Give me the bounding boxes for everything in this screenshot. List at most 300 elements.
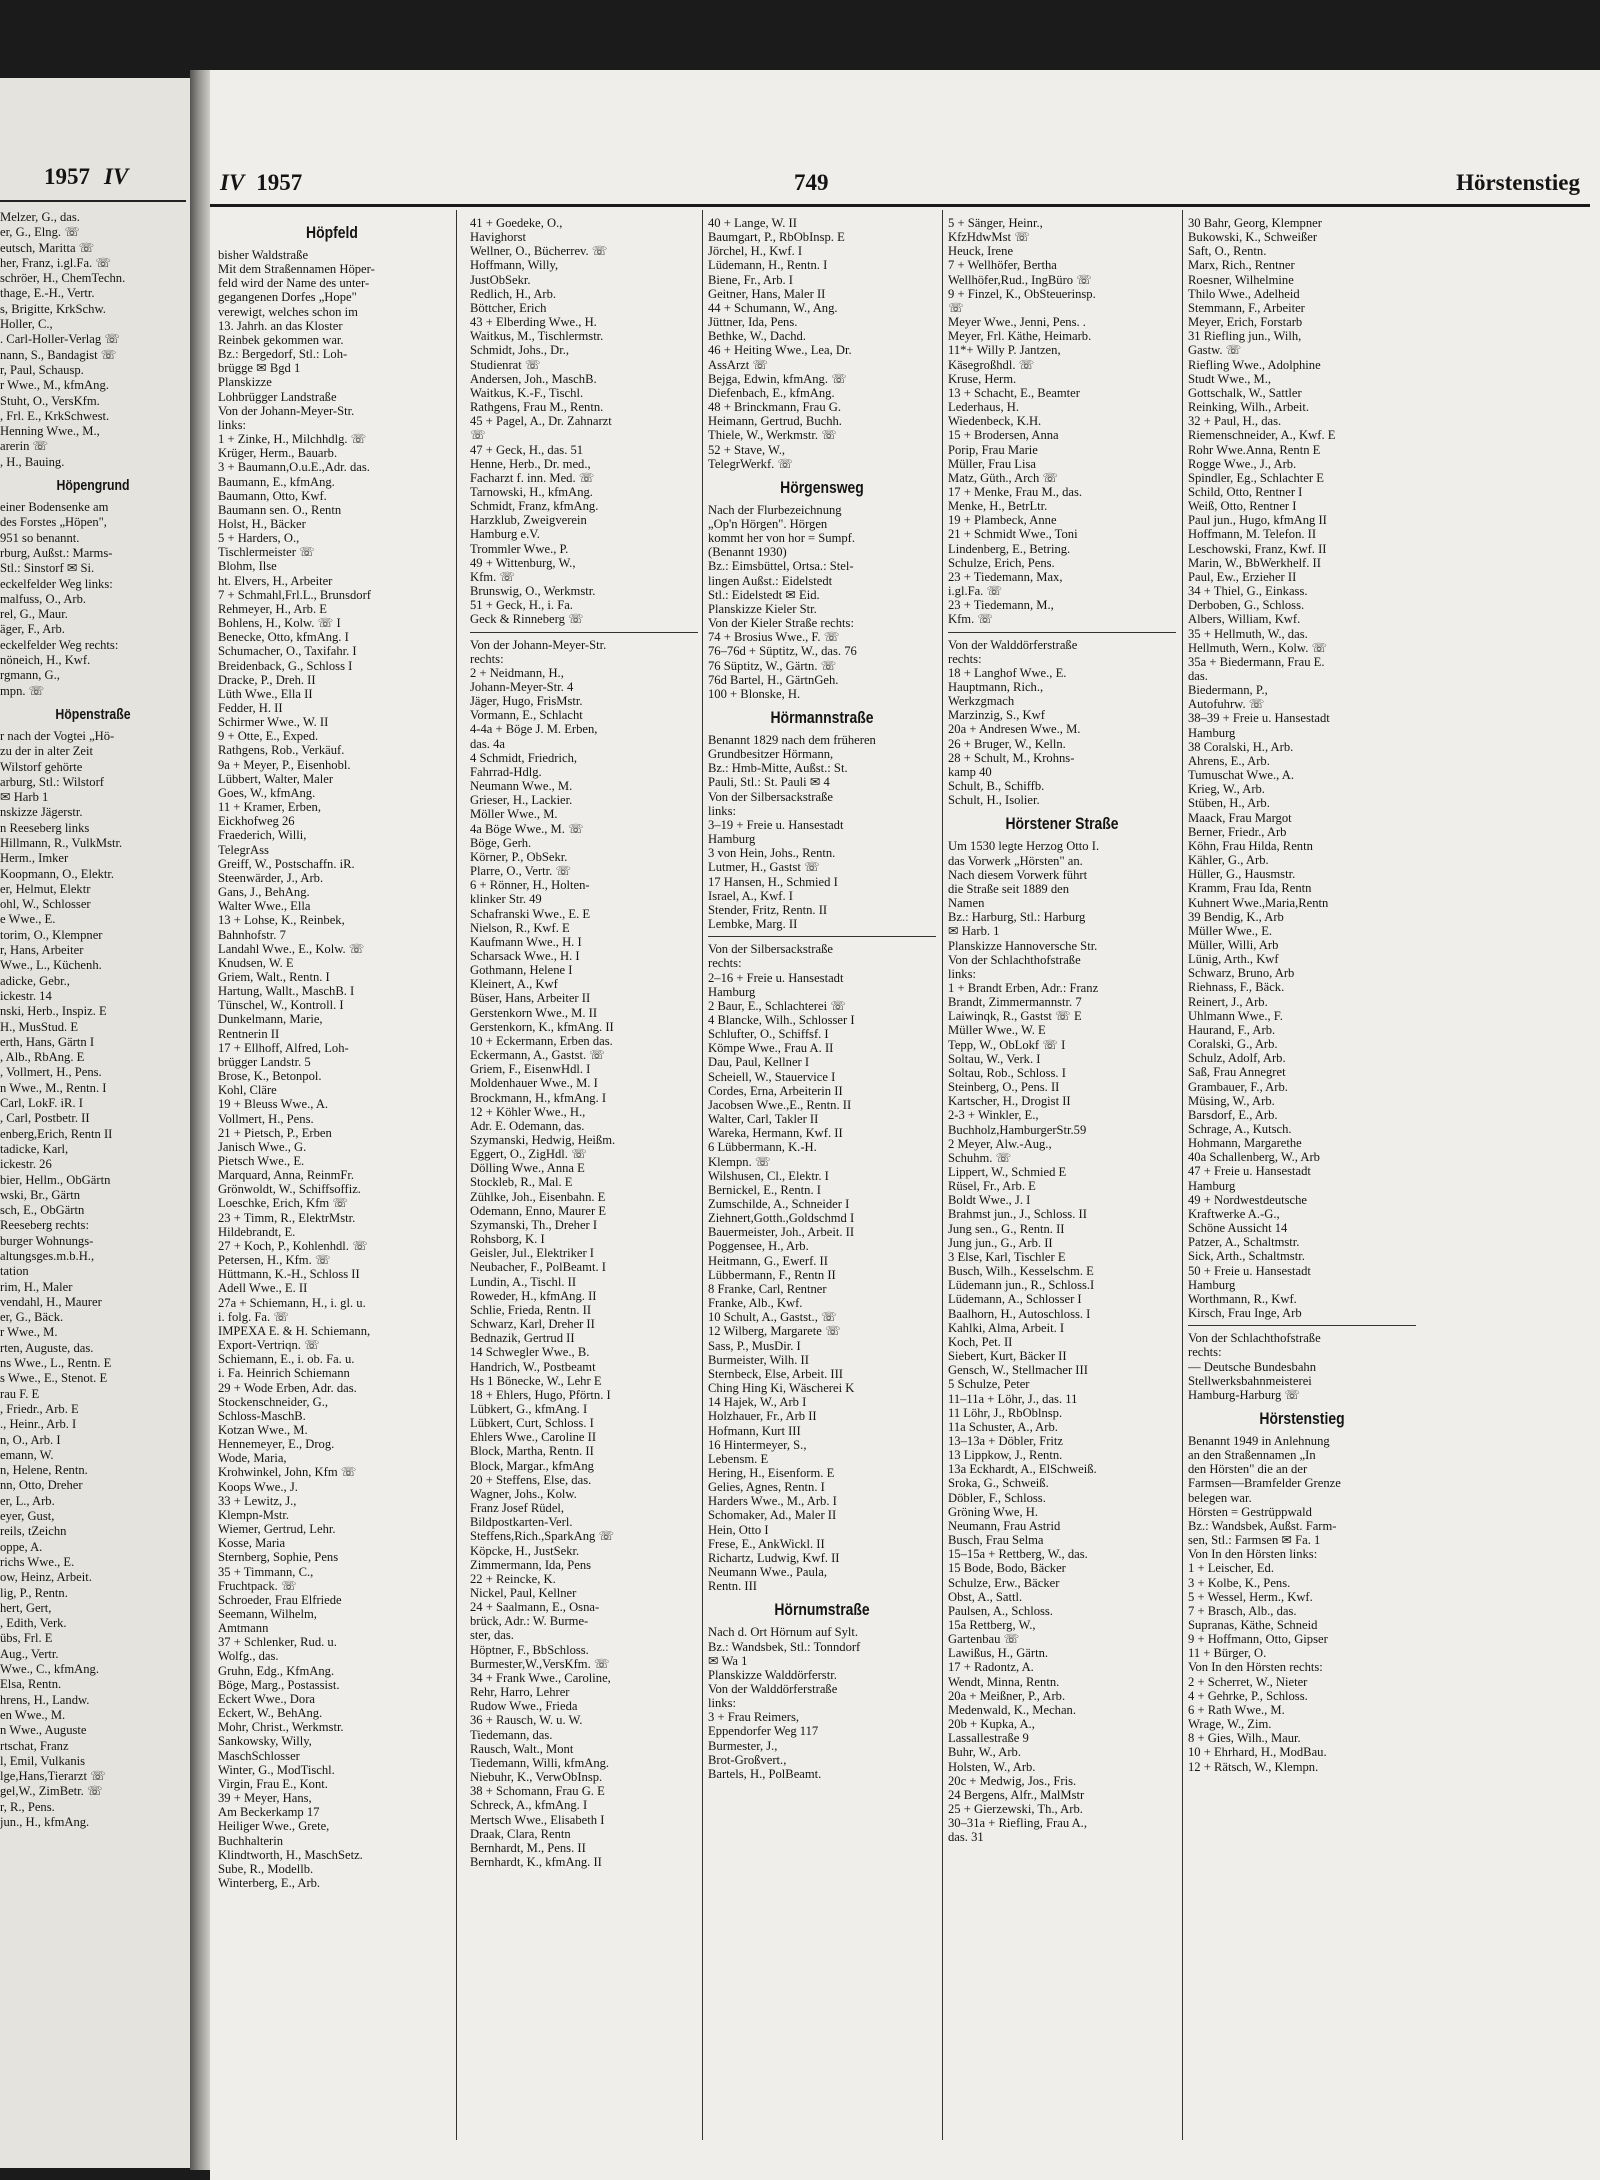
directory-entry: Kirsch, Frau Inge, Arb (1188, 1306, 1302, 1321)
directory-entry: das. (1188, 669, 1208, 683)
directory-entry: lig, P., Rentn. (0, 1585, 68, 1600)
directory-entry: Bernhardt, K., kfmAng. II (470, 1854, 602, 1869)
directory-entry: 28 + Schult, M., Krohns- (948, 750, 1075, 765)
directory-entry: 49 + Wittenburg, W., (470, 555, 576, 570)
directory-entry: Stemmann, F., Arbeiter (1188, 300, 1305, 315)
directory-entry: 9 + Finzel, K., ObSteuerinsp. (948, 286, 1096, 301)
directory-entry: 20a + Meißner, P., Arb. (948, 1688, 1066, 1703)
directory-entry: Krieg, W., Arb. (1188, 782, 1265, 797)
directory-entry: 4 Schmidt, Friedrich, (470, 750, 578, 765)
directory-entry: Baumann, E., kfmAng. (218, 474, 335, 489)
directory-entry: Lawißus, H., Gärtn. (948, 1646, 1049, 1661)
directory-entry: Hamburg (1188, 725, 1236, 740)
directory-entry: Zumschilde, A., Schneider I (708, 1197, 850, 1211)
directory-entry: . Carl-Holler-Verlag ☏ (0, 332, 121, 347)
directory-entry: 6 + Rönner, H., Holten- (470, 878, 590, 893)
directory-entry: Mertsch Wwe., Elisabeth I (470, 1812, 605, 1827)
directory-entry: 19 + Bleuss Wwe., A. (218, 1097, 329, 1112)
directory-entry: 30 Bahr, Georg, Klempner (1188, 216, 1322, 230)
directory-entry: Buchhalterin (218, 1833, 284, 1848)
directory-entry: Lübkert, G., kfmAng. I (470, 1401, 588, 1416)
directory-entry: Janisch Wwe., G. (218, 1139, 307, 1154)
directory-entry: Scheiell, W., Stauervice I (708, 1069, 836, 1084)
directory-entry: Rausch, Walt., Mont (470, 1741, 574, 1756)
directory-entry: Facharzt f. inn. Med. ☏ (470, 470, 595, 485)
directory-entry: Adell Wwe., E. II (218, 1281, 308, 1296)
directory-entry: 23 + Tiedemann, M., (948, 598, 1054, 613)
directory-entry: Koch, Pet. II (948, 1334, 1013, 1349)
left-page-year: 1957 (44, 164, 90, 189)
directory-entry: einer Bodensenke am (0, 500, 109, 515)
directory-entry: eyer, Gust, (0, 1509, 55, 1524)
directory-entry: Lebensm. E (708, 1451, 769, 1466)
directory-entry: Johann-Meyer-Str. 4 (470, 680, 574, 694)
directory-entry: Wellhöfer,Rud., IngBüro ☏ (948, 272, 1092, 287)
directory-entry: 9 + Hoffmann, Otto, Gipser (1188, 1632, 1328, 1647)
directory-entry: i.gl.Fa. ☏ (948, 584, 1003, 599)
directory-entry: Studt Wwe., M., (1188, 371, 1272, 386)
directory-entry: Krüger, Herm., Bauarb. (218, 446, 338, 461)
directory-entry: Hamburg-Harburg ☏ (1188, 1387, 1301, 1402)
directory-entry: Soltau, Rob., Schloss. I (948, 1065, 1066, 1080)
left-header-rule (0, 200, 186, 202)
directory-entry: Lüdemann jun., R., Schloss.I (948, 1278, 1095, 1293)
directory-entry: 12 + Köhler Wwe., H., (470, 1104, 586, 1119)
directory-entry: Kfm. ☏ (470, 569, 516, 584)
directory-entry: Schult, H., Isolier. (948, 793, 1040, 808)
directory-entry: 3 + Kolbe, K., Pens. (1188, 1575, 1291, 1590)
directory-entry: Heiliger Wwe., Grete, (218, 1819, 330, 1834)
directory-entry: Lüth Wwe., Ella II (218, 686, 313, 701)
directory-entry: Breidenback, G., Schloss I (218, 658, 353, 673)
directory-entry: Rogge Wwe., J., Arb. (1188, 456, 1297, 471)
directory-entry: Benecke, Otto, kfmAng. I (218, 630, 349, 645)
directory-entry: 38–39 + Freie u. Hansestadt (1188, 711, 1330, 726)
directory-entry: Rathgens, Rob., Verkäuf. (218, 743, 345, 758)
directory-entry: thage, E.-H., Vertr. (0, 286, 95, 301)
directory-entry: Böge, Gerh. (470, 835, 532, 850)
directory-entry: 100 + Blonske, H. (708, 686, 801, 701)
directory-entry: Brandt, Zimmermannstr. 7 (948, 995, 1082, 1010)
directory-entry: Worthmann, R., Kwf. (1188, 1291, 1297, 1306)
directory-entry: Biene, Fr., Arb. I (708, 272, 794, 287)
directory-entry: Sick, Arth., Schaltmstr. (1188, 1249, 1305, 1264)
directory-entry: Hartung, Wallt., MaschB. I (218, 984, 355, 999)
directory-entry: Jung jun., G., Arb. II (948, 1235, 1053, 1250)
directory-entry: Kartscher, H., Drogist II (948, 1094, 1071, 1109)
column-divider (456, 210, 457, 2140)
directory-entry: 2 + Scherret, W., Nieter (1188, 1674, 1308, 1689)
directory-entry: Greiff, W., Postschaffn. iR. (218, 856, 355, 871)
directory-entry: 49 + Nordwestdeutsche (1188, 1192, 1308, 1207)
directory-entry: links: (218, 417, 246, 432)
directory-entry: Wwe., L., Küchenh. (0, 958, 102, 973)
directory-entry: 13–13a + Döbler, Fritz (948, 1433, 1064, 1448)
directory-entry: 4 Blancke, Wilh., Schlosser I (708, 1012, 855, 1027)
directory-entry: links: (948, 966, 976, 981)
directory-entry: 3 von Hein, Johs., Rentn. (708, 846, 836, 861)
directory-entry: Hamburg (708, 832, 756, 847)
directory-entry: Griem, Walt., Rentn. I (218, 969, 330, 984)
directory-entry: 17 + Radontz, A. (948, 1660, 1034, 1675)
directory-entry: Boldt Wwe., J. I (948, 1193, 1031, 1208)
directory-entry: Andersen, Joh., MaschB. (470, 371, 597, 386)
directory-entry: brügger Landstr. 5 (218, 1054, 311, 1069)
directory-entry: Werkzgmach (948, 694, 1015, 709)
directory-entry: Koops Wwe., J. (218, 1479, 298, 1494)
directory-entry: Mohr, Christ., Werkmstr. (218, 1720, 344, 1735)
section-rule (1188, 1325, 1416, 1326)
directory-entry: Niebuhr, K., VerwObInsp. (470, 1770, 603, 1785)
directory-entry: Kohl, Cläre (218, 1083, 277, 1098)
directory-entry: Neumann Wwe., Paula, (708, 1565, 828, 1580)
directory-entry: Saft, O., Rentn. (1188, 244, 1267, 259)
directory-entry: Schmidt, Franz, kfmAng. (470, 499, 599, 514)
directory-entry: bier, Hellm., ObGärtn (0, 1172, 111, 1187)
directory-entry: Sube, R., Modellb. (218, 1861, 314, 1876)
directory-entry: Döbler, F., Schloss. (948, 1490, 1046, 1505)
directory-entry: Nach der Flurbezeichnung (708, 502, 842, 517)
directory-entry: Hamburg (1188, 1277, 1236, 1292)
directory-entry: Bednazik, Gertrud II (470, 1331, 575, 1346)
directory-entry: 31 Riefling jun., Wilh, (1188, 329, 1302, 344)
directory-entry: 9a + Meyer, P., Eisenhobl. (218, 757, 351, 772)
directory-entry: Um 1530 legte Herzog Otto I. (948, 839, 1100, 854)
directory-entry: arerin ☏ (0, 439, 49, 454)
section-rule (470, 632, 698, 633)
directory-entry: Nach diesem Vorwerk führt (948, 867, 1088, 882)
directory-entry: Jäger, Hugo, FrisMstr. (470, 694, 583, 709)
directory-entry: Rentnerin II (218, 1026, 280, 1041)
directory-entry: Mit dem Straßennamen Höper- (218, 262, 375, 277)
directory-entry: sen, Stl.: Farmsen ✉ Fa. 1 (1188, 1533, 1321, 1548)
directory-entry: Menke, H., BetrLtr. (948, 499, 1048, 514)
directory-entry: Szymanski, Hedwig, Heißm. (470, 1133, 616, 1147)
directory-entry: Porip, Frau Marie (948, 442, 1038, 457)
directory-entry: Neubacher, F., PolBeamt. I (470, 1260, 606, 1275)
directory-entry: Planskizze Hannoversche Str. (948, 938, 1098, 953)
directory-entry: 21 + Pietsch, P., Erben (218, 1125, 332, 1140)
directory-entry: Bz.: Harburg, Stl.: Harburg (948, 910, 1086, 925)
directory-entry: e Wwe., E. (0, 912, 56, 927)
directory-entry: 11 + Kramer, Erben, (218, 800, 321, 815)
directory-entry: Buhr, W., Arb. (948, 1745, 1021, 1760)
directory-entry: 17 + Menke, Frau M., das. (948, 484, 1083, 499)
directory-entry: 23 + Timm, R., ElektrMstr. (218, 1210, 356, 1225)
page-number: 749 (794, 170, 829, 195)
directory-entry: Schult, B., Schiffb. (948, 779, 1045, 794)
directory-entry: 26 + Bruger, W., Kelln. (948, 736, 1066, 751)
directory-entry: Von der Johann-Meyer-Str. (218, 403, 355, 418)
directory-entry: Gröning Wwe, H. (948, 1504, 1039, 1519)
directory-entry: Sroka, G., Schweiß. (948, 1476, 1049, 1491)
section-rule (948, 632, 1176, 633)
directory-entry: Köpcke, H., JustSekr. (470, 1543, 580, 1558)
directory-entry: rechts: (470, 651, 504, 666)
directory-entry: Rehmeyer, H., Arb. E (218, 601, 327, 616)
directory-entry: Loeschke, Erich, Kfm ☏ (218, 1196, 349, 1211)
directory-entry: zu der in alter Zeit (0, 744, 94, 759)
directory-entry: Holzhauer, Fr., Arb II (708, 1409, 817, 1424)
directory-entry: Lederhaus, H. (948, 400, 1019, 415)
directory-entry: Waitkus, M., Tischlermstr. (470, 329, 604, 344)
directory-entry: Zühlke, Joh., Eisenbahn. E (470, 1189, 606, 1204)
directory-entry: Marzinzig, S., Kwf (948, 708, 1045, 723)
directory-entry: Von der Silbersackstraße (708, 942, 833, 957)
directory-entry: Ziehnert,Gotth.,Goldschmd I (708, 1211, 855, 1226)
directory-entry: i. folg. Fa. ☏ (218, 1309, 290, 1324)
directory-entry: Dunkelmann, Marie, (218, 1012, 323, 1027)
directory-entry: 48 + Brinckmann, Frau G. (708, 400, 842, 415)
directory-entry: Köhn, Frau Hilda, Rentn (1188, 838, 1313, 853)
directory-entry: Kahlki, Alma, Arbeit. I (948, 1320, 1065, 1335)
directory-entry: 3 + Baumann,O.u.E.,Adr. das. (218, 460, 370, 475)
directory-entry: Redlich, H., Arb. (470, 286, 557, 301)
directory-entry: Bernhardt, M., Pens. II (470, 1840, 586, 1855)
directory-entry: l, Emil, Vulkanis (0, 1753, 86, 1768)
directory-entry: 2-3 + Winkler, E., (948, 1108, 1039, 1123)
directory-entry: , Vollmert, H., Pens. (0, 1065, 102, 1080)
directory-entry: Spindler, Eg., Schlachter E (1188, 470, 1324, 485)
directory-entry: 1 + Brandt Erben, Adr.: Franz (948, 980, 1099, 995)
directory-entry: 14 Hajek, W., Arb I (708, 1395, 807, 1410)
directory-entry: Jüttner, Ida, Pens. (708, 315, 798, 330)
directory-entry: Supranas, Käthe, Schneid (1188, 1618, 1318, 1632)
directory-entry: Lindenberg, E., Betring. (948, 541, 1071, 556)
directory-entry: Melzer, G., das. (0, 210, 80, 224)
directory-entry: Barsdorf, E., Arb. (1188, 1107, 1278, 1122)
street-heading: Hörnumstraße (774, 1600, 870, 1620)
directory-entry: Landahl Wwe., E., Kolw. ☏ (218, 941, 365, 956)
directory-entry: Dau, Paul, Kellner I (708, 1055, 810, 1070)
directory-entry: malfuss, O., Arb. (0, 591, 87, 606)
directory-entry: Thilo Wwe., Adelheid (1188, 286, 1300, 301)
directory-entry: das Vorwerk „Hörsten" an. (948, 853, 1083, 868)
directory-entry: Höptner, F., BbSchloss. (470, 1642, 589, 1657)
directory-entry: Haurand, F., Arb. (1188, 1022, 1276, 1037)
directory-entry: Burmester,W.,VersKfm. ☏ (470, 1656, 610, 1671)
book-gutter (190, 70, 210, 2170)
directory-entry: Sass, P., MusDir. I (708, 1338, 801, 1353)
directory-entry: Jacobsen Wwe.,E., Rentn. II (708, 1097, 852, 1112)
directory-entry: Von der Walddörferstraße (708, 1682, 838, 1696)
directory-column-4 (948, 216, 1176, 1845)
directory-entry: Poggensee, H., Arb. (708, 1239, 809, 1254)
column-divider (942, 210, 943, 2140)
directory-entry: 46 + Heiting Wwe., Lea, Dr. (708, 343, 852, 358)
directory-entry: 16 Hintermeyer, S., (708, 1437, 807, 1452)
directory-entry: 47 + Geck, H., das. 51 (470, 442, 584, 457)
directory-entry: Marquard, Anna, ReinmFr. (218, 1168, 355, 1183)
directory-entry: Kotzan Wwe., M. (218, 1422, 308, 1437)
directory-entry: 7 + Schmahl,Frl.L., Brunsdorf (218, 587, 371, 602)
directory-entry: Rentn. III (708, 1579, 757, 1594)
directory-entry: 29 + Wode Erben, Adr. das. (218, 1380, 357, 1395)
directory-entry: Meyer, Frl. Käthe, Heimarb. (948, 329, 1092, 344)
directory-entry: Moldenhauer Wwe., M. I (470, 1076, 598, 1091)
directory-entry: Bartels, H., PolBeamt. (708, 1766, 822, 1781)
directory-entry: Von der Johann-Meyer-Str. (470, 637, 607, 652)
directory-entry: Tiedemann, Willi, kfmAng. (470, 1755, 610, 1770)
directory-entry: Marx, Rich., Rentner (1188, 258, 1295, 273)
directory-entry: Hauptmann, Rich., (948, 680, 1044, 694)
directory-entry: enberg,Erich, Rentn II (0, 1126, 113, 1141)
directory-entry: Namen (948, 896, 985, 911)
directory-entry: 74 + Brosius Wwe., F. ☏ (708, 630, 840, 645)
directory-entry: 951 so benannt. (0, 530, 80, 545)
directory-entry: Wiedenbeck, K.H. (948, 414, 1042, 429)
page-volume: IV (220, 170, 245, 195)
directory-entry: Griem, F., EisenwHdl. I (470, 1062, 591, 1077)
directory-entry: rechts: (1188, 1345, 1222, 1360)
directory-entry: Wode, Maria, (218, 1451, 287, 1466)
directory-entry: Baalhorn, H., Autoschloss. I (948, 1306, 1091, 1321)
directory-entry: 5 Schulze, Peter (948, 1377, 1030, 1392)
directory-entry: Meyer Wwe., Jenni, Pens. . (948, 315, 1086, 330)
directory-entry: Bahnhofstr. 7 (218, 927, 286, 942)
directory-entry: 4 + Gehrke, P., Schloss. (1188, 1688, 1308, 1703)
directory-entry: 45 + Pagel, A., Dr. Zahnarzt (470, 414, 612, 429)
directory-entry: 5 + Harders, O., (218, 531, 300, 546)
directory-entry: Kraftwerke A.-G., (1188, 1206, 1280, 1221)
directory-entry: 15–15a + Rettberg, W., das. (948, 1547, 1088, 1562)
running-head-street: Hörstenstieg (1456, 170, 1580, 195)
directory-entry: 35a + Biedermann, Frau E. (1188, 654, 1325, 669)
directory-entry: Tünschel, W., Kontroll. I (218, 998, 344, 1013)
directory-entry: Matz, Güth., Arch ☏ (948, 470, 1059, 485)
directory-entry: das. 31 (948, 1830, 984, 1845)
directory-column-2 (470, 216, 698, 1869)
directory-entry: rburg, Außst.: Marms- (0, 545, 113, 560)
directory-entry: hrens, H., Landw. (0, 1692, 90, 1707)
directory-entry: Schroeder, Frau Elfriede (218, 1592, 342, 1607)
directory-entry: r, R., Pens. (0, 1799, 55, 1814)
directory-entry: 76 Süptitz, W., Gärtn. ☏ (708, 658, 837, 673)
directory-entry: Goes, W., kfmAng. (218, 785, 316, 800)
directory-entry: Diefenbach, E., kfmAng. (708, 385, 835, 400)
directory-entry: Bildpostkarten-Verl. (470, 1515, 573, 1530)
directory-entry: nann, S., Bandagist ☏ (0, 347, 117, 362)
column-divider (1182, 210, 1183, 2140)
directory-entry: mpn. ☏ (0, 683, 45, 698)
directory-entry: Biedermann, P., (1188, 683, 1268, 698)
directory-entry: Kramm, Frau Ida, Rentn (1188, 881, 1312, 896)
directory-entry: Reinert, J., Arb. (1188, 994, 1268, 1009)
directory-entry: Klindtworth, H., MaschSetz. (218, 1847, 363, 1862)
directory-entry: Albers, William, Kwf. (1188, 612, 1301, 627)
directory-entry: Schulze, Erw., Bäcker (948, 1575, 1060, 1590)
directory-entry: Schafranski Wwe., E. E (470, 906, 591, 921)
directory-entry: Ahrens, E., Arb. (1188, 753, 1270, 768)
directory-entry: Gensch, W., Stellmacher III (948, 1363, 1088, 1378)
street-heading: Hörstener Straße (1005, 814, 1119, 834)
directory-entry: Holler, C., (0, 317, 53, 332)
directory-entry: 7 + Wellhöfer, Bertha (948, 258, 1057, 273)
directory-entry: Müller Wwe., W. E (948, 1023, 1046, 1038)
directory-entry: Kleinert, A., Kwf (470, 977, 558, 992)
directory-entry: 76d Bartel, H., GärtnGeh. (708, 672, 839, 687)
directory-entry: Stuht, O., VersKfm. (0, 393, 100, 408)
directory-entry: Bz.: Hmb-Mitte, Außst.: St. (708, 761, 848, 776)
directory-entry: Herm., Imker (0, 851, 69, 866)
directory-entry: Sankowsky, Willy, (218, 1734, 312, 1749)
directory-entry: Saß, Frau Annegret (1188, 1065, 1286, 1080)
directory-entry: Franz Josef Rüdel, (470, 1501, 565, 1516)
directory-entry: 33 + Lewitz, J., (218, 1493, 297, 1508)
section-rule (708, 936, 936, 937)
directory-entry: 39 Bendig, K., Arb (1188, 909, 1284, 924)
directory-entry: Steinberg, O., Pens. II (948, 1080, 1060, 1095)
directory-entry: 15 + Brodersen, Anna (948, 428, 1059, 443)
directory-entry: Carl, LokF. iR. I (0, 1096, 83, 1111)
directory-entry: Tepp, W., ObLokf ☏ I (948, 1037, 1066, 1052)
directory-entry: 12 Wilberg, Margarete ☏ (708, 1324, 841, 1339)
directory-entry: Schild, Otto, Rentner I (1188, 484, 1303, 499)
directory-entry: Busch, Frau Selma (948, 1533, 1044, 1548)
directory-entry: äger, F., Arb. (0, 622, 65, 637)
directory-entry: Schloss-MaschB. (218, 1408, 306, 1423)
directory-entry: brück, Adr.: W. Burme- (470, 1614, 589, 1629)
directory-entry: 24 Bergens, Alfr., MalMstr (948, 1787, 1085, 1802)
directory-entry: Schuhm. ☏ (948, 1150, 1012, 1165)
directory-entry: 27a + Schiemann, H., i. gl. u. (218, 1295, 366, 1310)
directory-entry: Stockleb, R., Mal. E (470, 1175, 573, 1190)
directory-entry: Meyer, Erich, Forstarb (1188, 315, 1303, 330)
directory-entry: Benannt 1829 nach dem früheren (708, 733, 876, 747)
directory-entry: Rüsel, Fr., Arb. E (948, 1179, 1036, 1194)
directory-entry: vendahl, H., Maurer (0, 1294, 102, 1309)
directory-entry: ns Wwe., L., Rentn. E (0, 1356, 112, 1371)
directory-entry: Brahmst jun., J., Schloss. II (948, 1207, 1087, 1222)
directory-entry: Kfm. ☏ (948, 612, 994, 627)
directory-entry: 7 + Brasch, Alb., das. (1188, 1603, 1297, 1618)
street-heading: Hörstenstieg (1259, 1408, 1345, 1428)
directory-entry: 19 + Plambeck, Anne (948, 513, 1057, 528)
directory-entry: Brot-Großvert., (708, 1752, 787, 1767)
directory-entry: des Forstes „Höpen", (0, 515, 107, 530)
directory-entry: Waitkus, K.-F., Tischl. (470, 385, 584, 400)
directory-entry: burger Wohnungs- (0, 1233, 94, 1248)
directory-entry: 32 + Paul, H., das. (1188, 414, 1282, 429)
directory-entry: 11a Schuster, A., Arb. (948, 1419, 1058, 1434)
directory-entry: tation (0, 1264, 29, 1279)
directory-entry: Hildebrandt, E. (218, 1224, 296, 1239)
directory-entry: Hüller, G., Hausmstr. (1188, 867, 1296, 882)
directory-entry: 24 + Saalmann, E., Osna- (470, 1600, 600, 1615)
directory-entry: 5 + Sänger, Heinr., (948, 216, 1043, 230)
directory-entry: Uhlmann Wwe., F. (1188, 1008, 1283, 1023)
directory-entry: 2 Meyer, Alw.-Aug., (948, 1136, 1052, 1151)
directory-entry: Gans, J., BehAng. (218, 885, 310, 900)
directory-entry: torim, O., Klempner (0, 927, 103, 942)
directory-entry: Gartenbau ☏ (948, 1632, 1020, 1647)
directory-entry: Pauli, Stl.: St. Pauli ✉ 4 (708, 775, 830, 790)
directory-entry: ☏ (470, 428, 486, 443)
directory-column-3 (708, 216, 936, 1781)
directory-entry: Hellmuth, Wern., Kolw. ☏ (1188, 640, 1328, 655)
directory-entry: Paul, Ew., Erzieher II (1188, 569, 1297, 584)
directory-entry: Siebert, Kurt, Bäcker II (948, 1349, 1067, 1364)
directory-entry: Krohwinkel, John, Kfm ☏ (218, 1465, 357, 1480)
directory-entry: links: (708, 1696, 736, 1711)
directory-entry: Harzklub, Zweigverein (470, 513, 587, 528)
directory-entry: Bz.: Wandsbek, Stl.: Tonndorf (708, 1639, 861, 1654)
directory-entry: Adr. E. Odemann, das. (470, 1118, 585, 1133)
directory-entry: Eggert, O., ZigHdl. ☏ (470, 1147, 587, 1162)
directory-entry: Patzer, A., Schaltmstr. (1188, 1235, 1300, 1250)
directory-entry: r, Paul, Schausp. (0, 362, 84, 377)
directory-entry: 39 + Meyer, Hans, (218, 1791, 312, 1806)
